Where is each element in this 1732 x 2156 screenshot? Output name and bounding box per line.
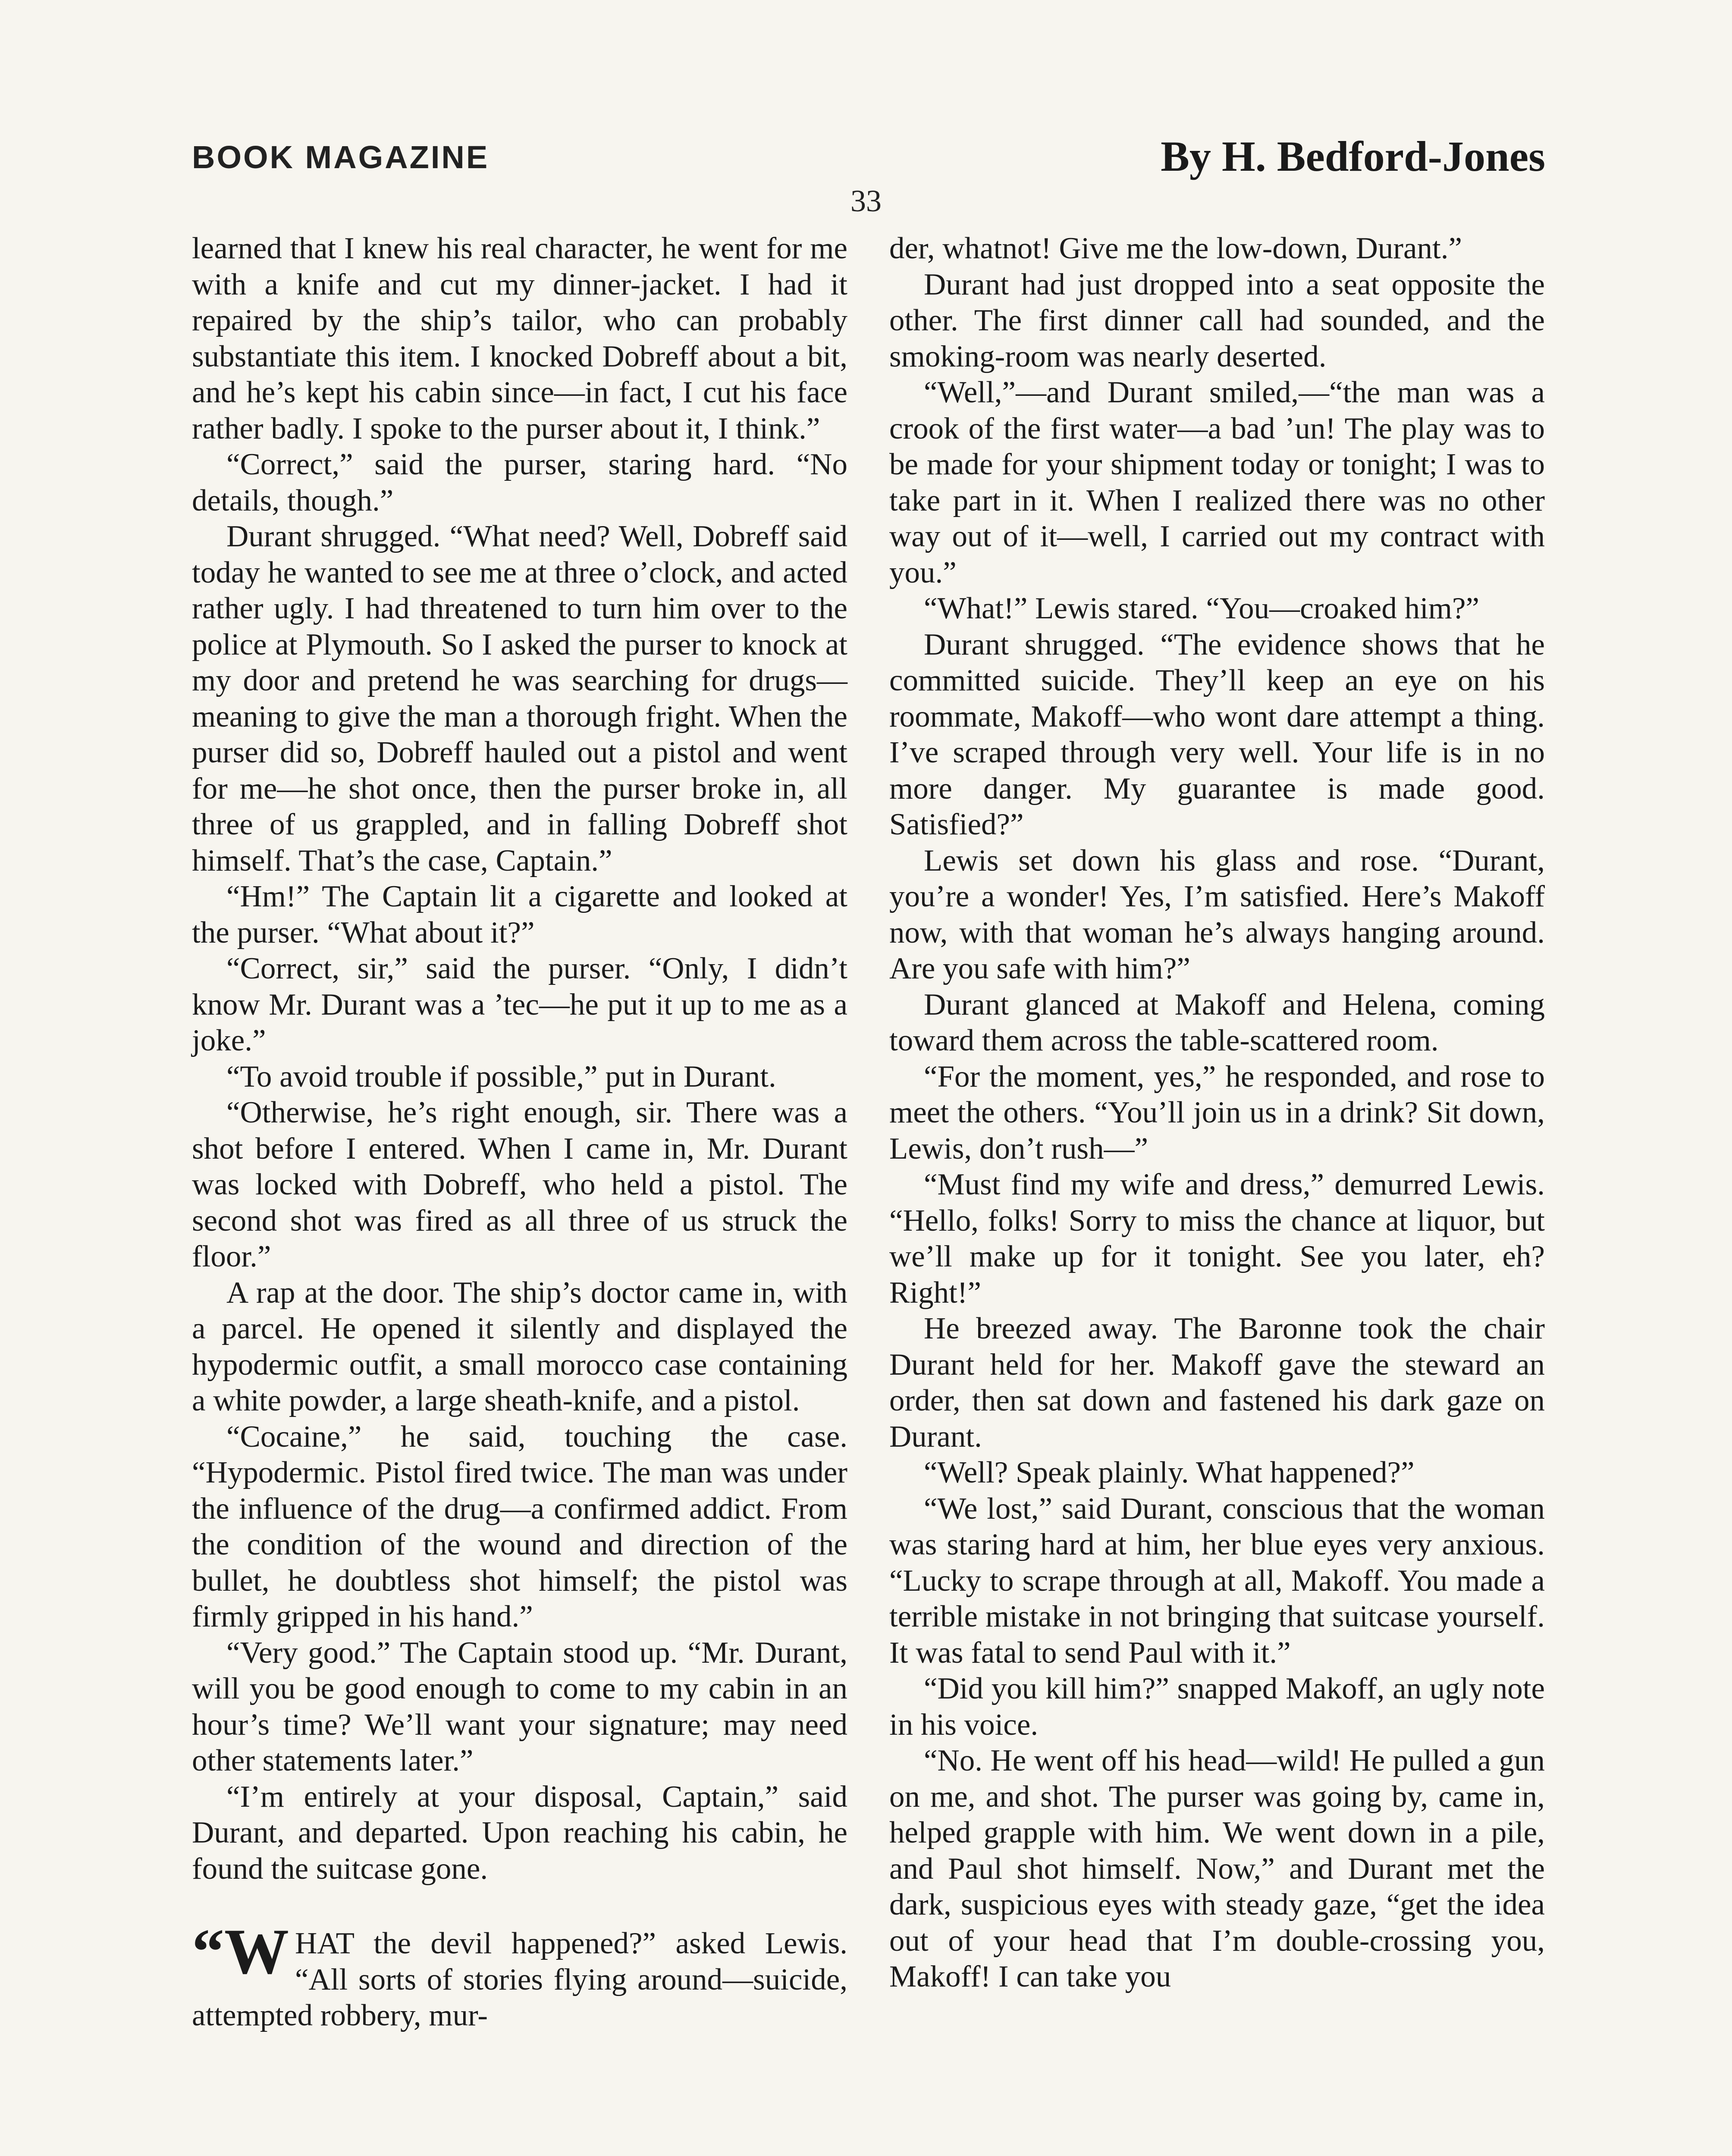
paragraph: “Must find my wife and dress,” demurred Lewis. “Hello, folks! Sorry to miss the chance at liquor, but we’ll make up for it tonight. See you later, eh? Right!” <box>889 1168 1545 1310</box>
paragraph: “We lost,” said Durant, conscious that the woman was staring hard at him, her blue eyes very anxious. “Lucky to scrape through at all, Makoff. You made a terrible mistake in not bringing that suitcase yourself. It was fatal to send Paul with it.” <box>889 1492 1545 1670</box>
paragraph: He breezed away. The Baronne took the chair Durant held for her. Makoff gave the steward an order, then sat down and fastened his dark gaze on Durant. <box>889 1312 1545 1454</box>
paragraph: “Well? Speak plainly. What happened?” <box>924 1456 1415 1489</box>
paragraph: “I’m entirely at your disposal, Captain,” said Durant, and departed. Upon reaching his cabin, he found the suitcase gone. <box>192 1780 847 1886</box>
paragraph: Durant glanced at Makoff and Helena, coming toward them across the table-scattered room. <box>889 987 1545 1057</box>
paragraph: Durant shrugged. “The evidence shows that he committed suicide. They’ll keep an eye on his roommate, Makoff—who wont dare attempt a thing. I’ve scraped through very well. Your life is in no more danger. My guarantee is made good. Satisfied?” <box>889 627 1545 841</box>
paragraph: “Correct,” said the purser, staring hard. “No details, though.” <box>192 448 847 517</box>
right-column <box>889 231 1545 1995</box>
paragraph: “Well,”—and Durant smiled,—“the man was a crook of the first water—a bad ’un! The play was to be made for your shipment today or tonight; I was to take part in it. When I realized there was no other way out of it—well, I carried out my contract with you.” <box>889 376 1545 589</box>
paragraph: “Correct, sir,” said the purser. “Only, I didn’t know Mr. Durant was a ’tec—he put it up to me as a joke.” <box>192 952 847 1057</box>
paragraph: der, whatnot! Give me the low-down, Durant.” <box>889 232 1462 265</box>
paragraph: “Did you kill him?” snapped Makoff, an ugly note in his voice. <box>889 1672 1545 1742</box>
page-number: 33 <box>850 184 882 218</box>
paragraph: learned that I knew his real character, he went for me with a knife and cut my dinner-jacket. I had it repaired by the ship’s tailor, who can probably substantiate this item. I knocked Dobreff about a bit, and he’s kept his cabin since—in fact, I cut his face rather badly. I spoke to the purser about it, I think.” <box>192 232 847 445</box>
section-opening <box>192 1916 847 2034</box>
author-byline: By H. Bedford-Jones <box>1161 132 1545 180</box>
paragraph: Durant had just dropped into a seat opposite the other. The first dinner call had sounded, and the smoking-room was nearly deserted. <box>889 267 1545 373</box>
paragraph: “Hm!” The Captain lit a cigarette and looked at the purser. “What about it?” <box>192 880 847 950</box>
paragraph: Lewis set down his glass and rose. “Durant, you’re a wonder! Yes, I’m satisfied. Here’s Makoff now, with that woman he’s always hanging around. Are you safe with him?” <box>889 843 1545 985</box>
left-column <box>192 231 847 2034</box>
paragraph: A rap at the door. The ship’s doctor came in, with a parcel. He opened it silently and displayed the hypodermic outfit, a small morocco case containing a white powder, a large sheath-knife, and a pistol. <box>192 1275 847 1417</box>
paragraph: “To avoid trouble if possible,” put in Durant. <box>226 1059 776 1094</box>
paragraph: “Very good.” The Captain stood up. “Mr. Durant, will you be good enough to come to my cabin in an hour’s time? We’ll want your signature; may need other statements later.” <box>192 1636 847 1777</box>
paragraph: “No. He went off his head—wild! He pulled a gun on me, and shot. The purser was going by, came in, helped grapple with him. We went down in a pile, and Paul shot himself. Now,” and Durant met the dark, suspicious eyes with steady gaze, “get the idea out of your head that I’m double-crossing you, Makoff! I can take you <box>889 1744 1545 1993</box>
paragraph: “Cocaine,” he said, touching the case. “Hypodermic. Pistol fired twice. The man was under the influence of the drug—a confirmed addict. From the condition of the wound and direction of the bullet, he doubtless shot himself; the pistol was firmly gripped in his hand.” <box>192 1420 847 1633</box>
section-opening-text: HAT the devil happened?” asked Lewis. “All sorts of stories flying around—suicide, attempted robbery, mur- <box>192 1927 847 2032</box>
paragraph: “For the moment, yes,” he responded, and rose to meet the others. “You’ll join us in a drink? Sit down, Lewis, don’t rush—” <box>889 1059 1545 1166</box>
drop-cap: “W <box>192 1916 289 1987</box>
magazine-title: BOOK MAGAZINE <box>192 139 489 175</box>
paragraph: “Otherwise, he’s right enough, sir. There was a shot before I entered. When I came in, Mr. Durant was locked with Dobreff, who held a pistol. The second shot was fired as all three of us struck the floor.” <box>192 1096 847 1273</box>
paragraph: Durant shrugged. “What need? Well, Dobreff said today he wanted to see me at three o’clock, and acted rather ugly. I had threatened to turn him over to the police at Plymouth. So I asked the purser to knock at my door and pretend he was searching for drugs—meaning to give the man a thorough fright. When the purser did so, Dobreff hauled out a pistol and went for me—he shot once, then the purser broke in, all three of us grappled, and in falling Dobreff shot himself. That’s the case, Captain.” <box>192 520 847 877</box>
paragraph: “What!” Lewis stared. “You—croaked him?” <box>924 592 1480 625</box>
